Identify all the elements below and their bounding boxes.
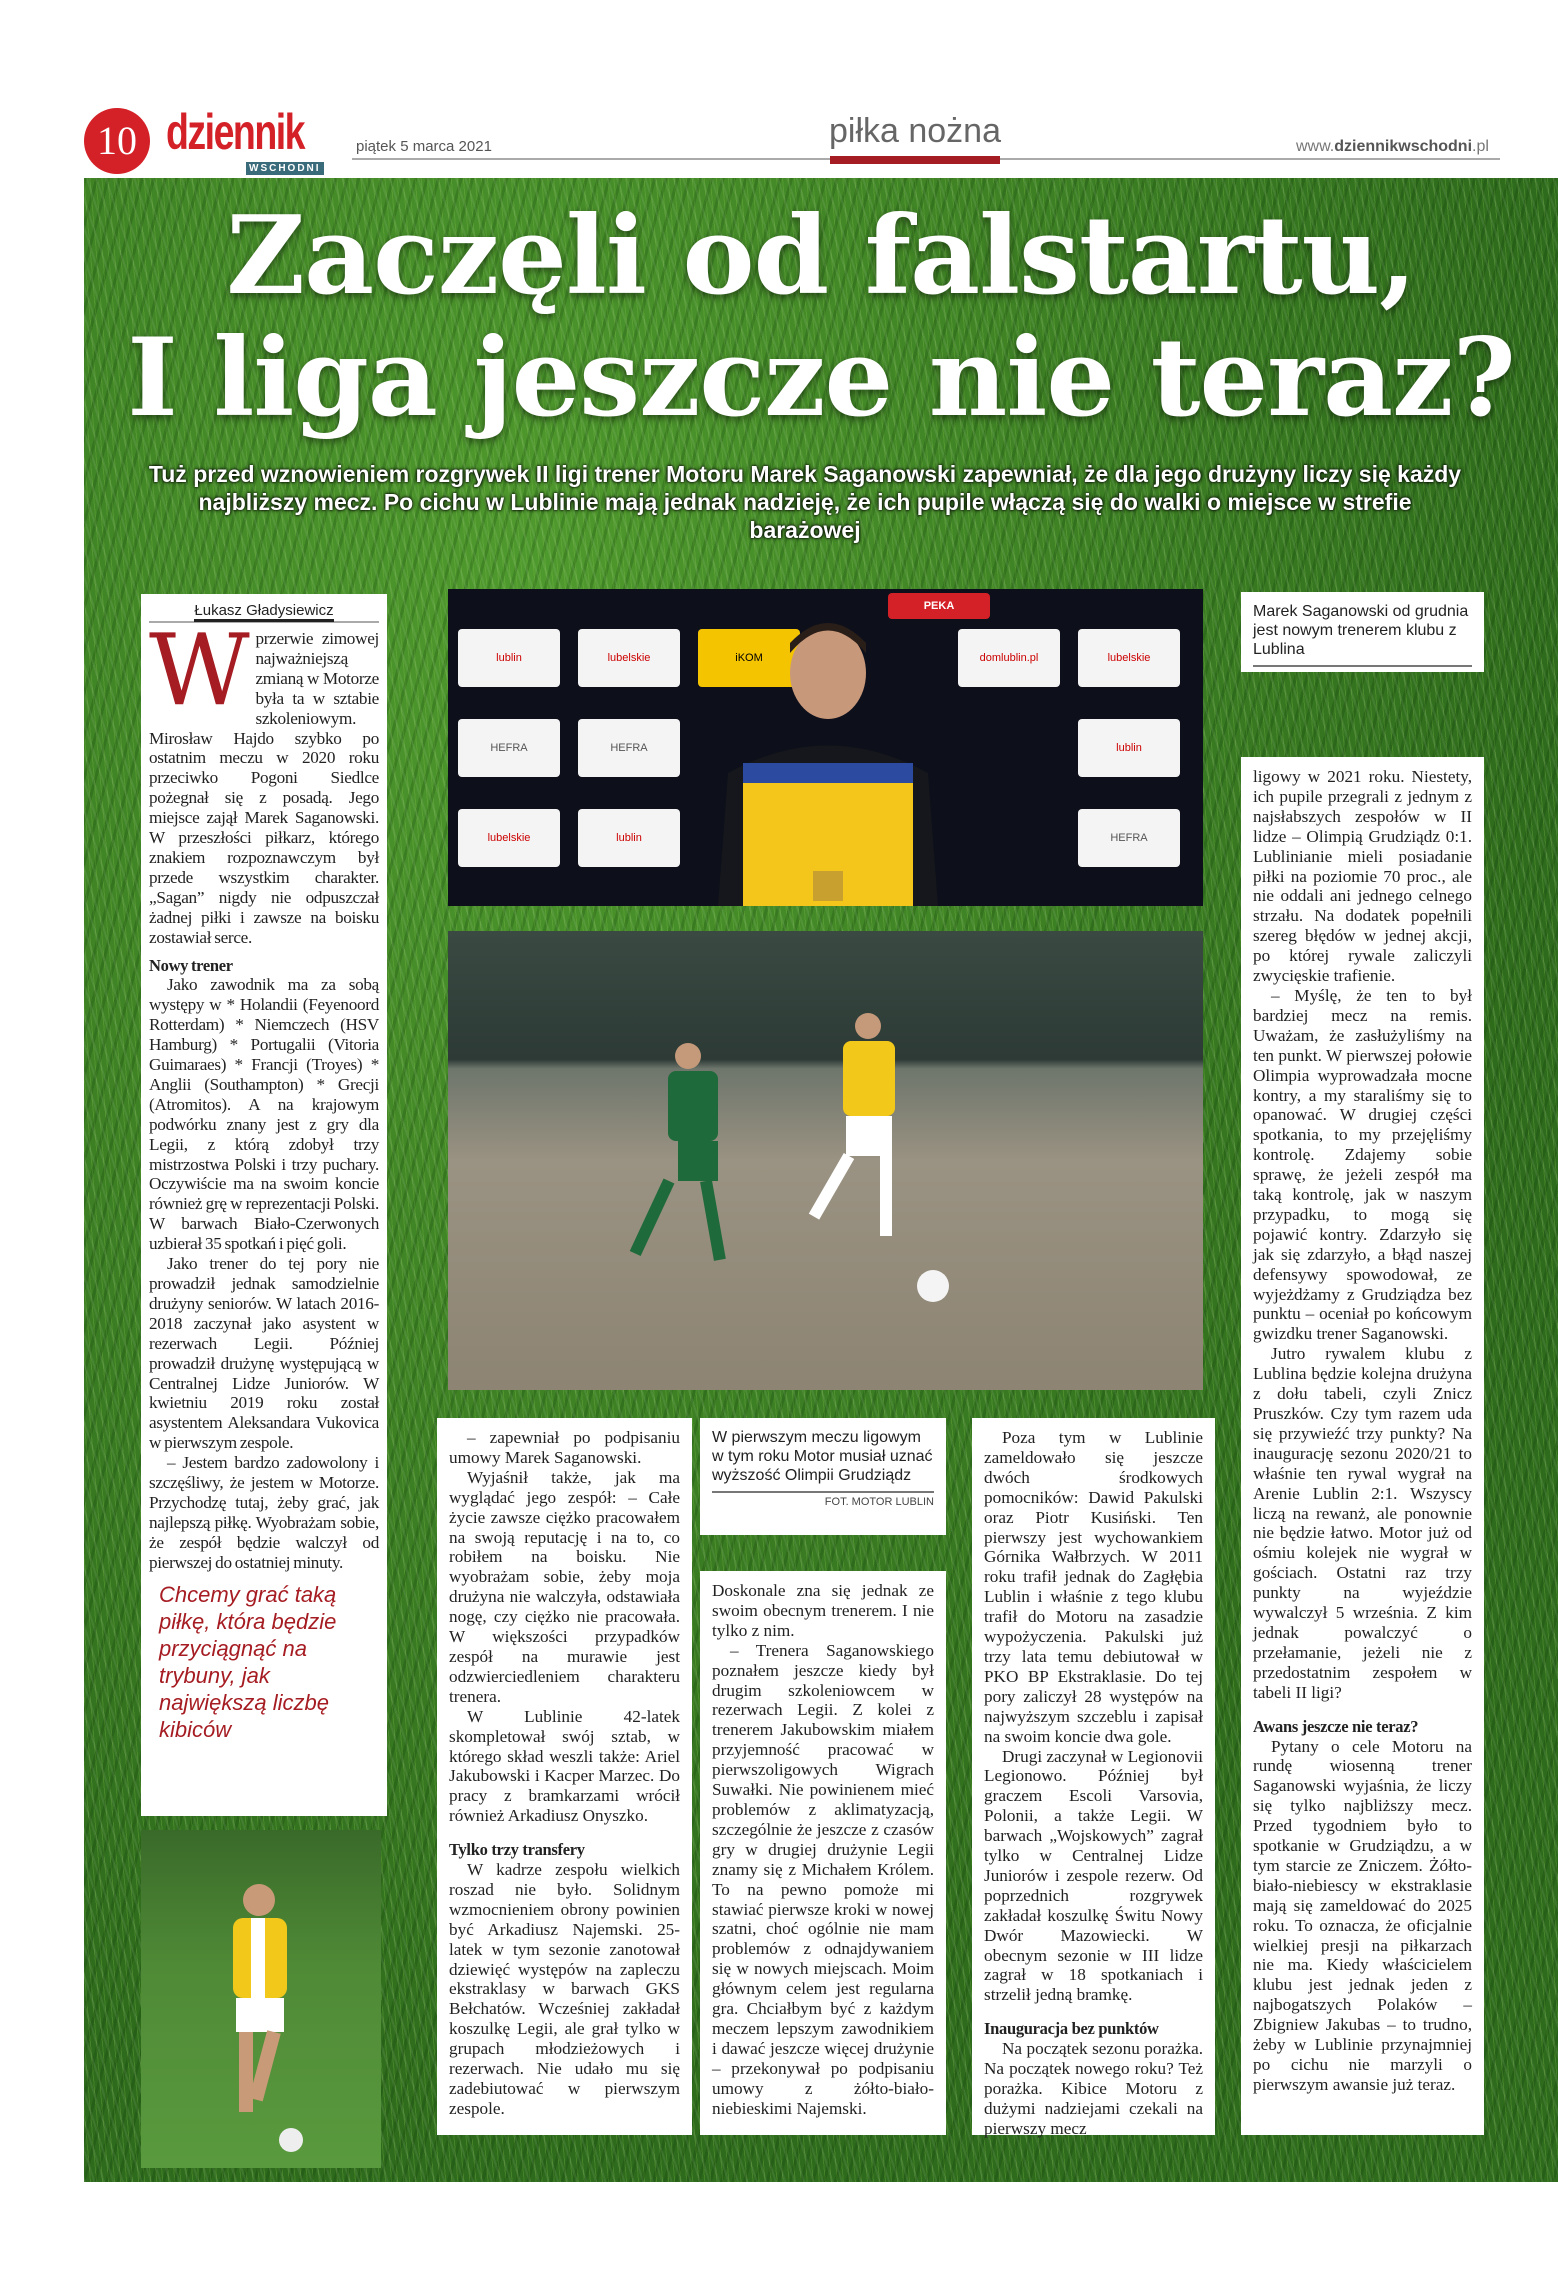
match-caption-box (700, 1418, 946, 1535)
paragraph: ligowy w 2021 roku. Niestety, ich pupile przegrali z jednym z najsłabszych zespołów w II lidze – Olimpią Grudziądz 0:1. Lublinianie mieli posiadanie piłki na poziomie 70 proc., ale nie oddali ani jednego celnego strzału. Na dodatek popełnili szereg błędów w jednej akcji, po której rywale zaliczyli zwycięskie trafienie. (1253, 767, 1472, 986)
match-illustration (448, 931, 1203, 1390)
logo-subtitle: WSCHODNI (246, 162, 324, 175)
sponsor-logo: HEFRA (458, 719, 560, 777)
section-title: piłka nożna (828, 112, 1001, 150)
paragraph: Drugi zaczynał w Legionovii Legionowo. Później był graczem Escoli Varsovia, Polonii, a także Legii. W barwach „Wojskowych” zagrał tylko w Centralnej Lidze Juniorów i zespole rezerw. Od poprzednich rozgrywek zakładał koszulkę Świtu Nowy Dwór Mazowiecki. W obecnym sezonie w III lidze zagrał w 18 spotkaniach i strzelił jedną bramkę. (984, 1746, 1203, 2005)
match-photo (448, 931, 1203, 1390)
paragraph: – Jestem bardzo zadowolony i szczęśliwy, że jestem w Motorze. Przychodzę tutaj, żeby grać, jak najlepszą piłkę. Wyobrażam sobie, że zespół będzie walczył od pierwszej do ostatniej minuty. (149, 1453, 379, 1572)
photo-credit: FOT. MOTOR LUBLIN (824, 1496, 934, 1508)
subheading: Inauguracja bez punktów (984, 2019, 1159, 2039)
column-2 (437, 1418, 692, 2135)
paragraph: – Trenera Saganowskiego poznałem jeszcze kiedy był drugim szkoleniowcem w rezerwach Legii. Z kolei z trenerem Jakubowskim miałem przyjemność pracować w pierwszoligowych Wigrach Suwałki. Nie powinienem mieć problemów z aklimatyzacją, szczególnie że jeszcze z czasów gry w drugiej drużynie Legii znamy się z Michałem Królem. To na pewno pomoże mi stawiać pierwsze kroki w nowej szatni, choć ogólnie nie mam problemów z odnajdywaniem się w nowych miejscach. Moim głównym celem jest regularna gra. Chciałbym być z każdym meczem lepszym zawodnikiem i dawać jeszcze więcej drużynie – przekonywał po podpisaniu umowy z żółto-biało-niebieskimi Najemski. (712, 1640, 934, 2118)
paragraph: W kadrze zespołu wielkich roszad nie było. Solidnym wzmocnieniem obrony powinien być Arkadiusz Najemski. 25-latek w tym sezonie zanotował dziewięć występów na zapleczu ekstraklasy w barwach GKS Bełchatów. Wcześniej zakładał koszulkę Legii, ale grał tylko w grupach młodzieżowych i rezerwach. Nie udało mu się zadebiutować w pierwszym zespole. (449, 1860, 680, 2118)
paragraph: Jutro rywalem klubu z Lublina będzie kolejna drużyna z dołu tabeli, czyli Znicz Pruszków. Czy tym razem uda się przywieźć trzy punkty? Na inaugurację sezonu 2020/21 to właśnie ten rywal wygrał na Arenie Lublin 2:1. Wszyscy liczą na rewanż, ale ponownie nie będzie łatwo. Motor już od ośmiu kolejek nie wygrał w gościach. Ostatni raz trzy punkty na wyjeździe wywalczył 5 września. Z kim jednak powalczyć o przełamanie, jeżeli nie z przedostatnim zespołem w tabeli II ligi? (1253, 1344, 1472, 1702)
page-header (0, 0, 1558, 178)
sponsor-logo: HEFRA (578, 719, 680, 777)
column-3 (700, 1571, 946, 2135)
article-lead: Tuż przed wznowieniem rozgrywek II ligi trener Motoru Marek Saganowski zapewniał, że dla jego drużyny liczy się każdy najbliższy mecz. Po cichu w Lublinie mają jednak nadzieję, że ich pupile włączą się do walki o miejsce w strefie barażowej (148, 461, 1462, 543)
sponsor-logo: lubelskie (578, 629, 680, 687)
sponsor-logo: lublin (1078, 719, 1180, 777)
paragraph: przerwie zimowej najważniejszą zmianą w Motorze była ta w sztabie szkoleniowym. Mirosław Hajdo szybko po ostatnim meczu w 2020 roku przeciwko Pogoni Siedlce pożegnał się z posadą. Jego miejsce zajął Marek Saganowski. W przeszłości piłkarz, którego znakiem rozpoznawczym był przede wszystkim charakter. „Sagan” nigdy nie odpuszczał żadnej piłki i zawsze na boisku zostawiał serce. (149, 629, 379, 947)
drop-cap: W (149, 614, 250, 728)
paragraph: Na początek sezonu porażka. Na początek nowego roku? Też porażka. Kibice Motoru z dużymi nadziejami czekali na pierwszy mecz (984, 2039, 1203, 2138)
pull-quote: Chcemy grać taką piłkę, która będzie przyciągnąć na trybuny, jak największą liczbę kibiców (159, 1581, 337, 1742)
url-main: dziennikwschodni (1334, 138, 1473, 155)
sponsor-logo: HEFRA (1078, 809, 1180, 867)
paragraph: Jako trener do tej pory nie prowadził jednak samodzielnie drużyny seniorów. W latach 2016-2018 zaczynał jako asystent w rezerwach Legii. Później prowadził drużynę występującą w Centralnej Lidze Juniorów. W kwietniu 2019 roku został asystentem Aleksandara Vukovica w pierwszym zespole. (149, 1254, 379, 1453)
column-1 (141, 594, 387, 1816)
sponsor-logo: iKOM (698, 629, 800, 687)
coach-photo (448, 589, 1203, 906)
url-prefix: www. (1296, 138, 1335, 155)
subheading: Nowy trener (149, 955, 233, 975)
issue-date: piątek 5 marca 2021 (356, 138, 492, 155)
sponsor-logo: lubelskie (1078, 629, 1180, 687)
section-bar (830, 156, 1000, 164)
column-4 (972, 1418, 1215, 2138)
coach-illustration (698, 623, 958, 906)
sponsor-logo: lubelskie (458, 809, 560, 867)
newspaper-logo[interactable] (166, 104, 346, 176)
headline-line-2: I liga jeszcze nie teraz? (127, 315, 1515, 441)
sponsor-logo: lublin (458, 629, 560, 687)
logo-text: dziennik (166, 104, 305, 160)
url-suffix: .pl (1472, 138, 1489, 155)
sponsor-logo: domlublin.pl (958, 629, 1060, 687)
author-name: Łukasz Gładysiewicz (194, 602, 333, 622)
player-photo (141, 1830, 381, 2168)
paragraph: – zapewniał po podpisaniu umowy Marek Saganowski. (449, 1428, 680, 1467)
photo-caption: W pierwszym meczu ligowym w tym roku Motor musiał uznać wyższość Olimpii Grudziądz (712, 1428, 934, 1493)
paragraph: Jako zawodnik ma za sobą występy w * Holandii (Feyenoord Rotterdam) * Niemczech (HSV Hamburg) * Portugalii (Vitoria Guimaraes) * Francji (Troyes) * Anglii (Southampton) * Grecji (Atromitos). A na krajowym podwórku znany jest z gry dla Legii, z którą zdobył trzy mistrzostwa Polski i trzy puchary. Oczywiście ma na swoim koncie również grę w reprezentacji Polski. W barwach Biało-Czerwonych uzbierał 35 spotkań i pięć goli. (149, 975, 379, 1254)
subheading: Awans jeszcze nie teraz? (1253, 1716, 1419, 1736)
paragraph: – Myślę, że ten to był bardziej mecz na remis. Uważam, że zasłużyliśmy na ten punkt. W pierwszej połowie Olimpia wyprowadzała mocne kontry, a my staraliśmy się to opanować. W drugiej części spotkania, to my przejęliśmy kontrolę. Zdajemy sobie sprawę, że jeżeli zespół ma taką kontrolę, jak w naszym przypadku, to mogą się pojawić kontry. Zdarzyło się jak się zdarzyło, a błąd naszej defensywy spowodował, ze wyjeżdżamy z Grudziądza bez punktu – oceniał po końcowym gwizdku trener Saganowski. (1253, 985, 1472, 1344)
website-link[interactable] (1296, 138, 1489, 156)
paragraph: Wyjaśnił także, jak ma wyglądać jego zespół: – Całe życie zawsze ciężko pracowałem na swoją reputację i na to, co robiłem na boisku. Nie wyobrażam sobie, żeby moja drużyna nie walczyła, odstawiała nogę, czy ciężko nie pracowała. W większości przypadków zespół na murawie jest odzwierciedleniem charakteru trenera. (449, 1467, 680, 1706)
sponsor-logo: lublin (578, 809, 680, 867)
coach-caption-box (1241, 592, 1484, 672)
paragraph: Poza tym w Lublinie zameldowało się jeszcze dwóch środkowych pomocników: Dawid Pakulski oraz Piotr Kusiński. Ten pierwszy jest wychowankiem Górnika Wałbrzych. W 2011 roku trafił jednak do Zagłębia Lublin i właśnie z tego klubu trafił do Motoru na zasadzie wypożyczenia. Pakulski już trzy lata temu debiutował w PKO BP Ekstraklasie. Do tej pory zaliczył 28 występów na najwyższym szczeblu i zapisał na swoim koncie dwa gole. (984, 1428, 1203, 1746)
photo-caption: Marek Saganowski od grudnia jest nowym trenerem klubu z Lublina (1253, 602, 1472, 667)
column-5 (1241, 757, 1484, 2135)
paragraph: W Lublinie 42-latek skompletował swój sztab, w którego skład weszli także: Ariel Jakubowski i Kacper Marzec. Do pracy z bramkarzami wrócił również Arkadiusz Onyszko. (449, 1706, 680, 1826)
paragraph: Pytany o cele Motoru na rundę wiosenną trener Saganowski wyjaśnia, że liczy się tylko najbliższy mecz. Przed tygodniem było to spotkanie w Grudziądzu, a w tym starcie ze Zniczem. Żółto-biało-niebiescy w ekstraklasie mają się zameldować do 2025 roku. To oznacza, że oficjalnie wielkiej presji na piłkarzach nie ma. Kiedy właścicielem klubu jest jednak jeden z najbogatszych Polaków – Zbigniew Jakubas – to trudno, żeby w Lublinie przynajmniej po cichu nie marzyli o pierwszym awansie już teraz. (1253, 1736, 1472, 2094)
player-illustration (141, 1830, 381, 2168)
paragraph: Doskonale zna się jednak ze swoim obecnym trenerem. I nie tylko z nim. (712, 1581, 934, 1640)
subheading: Tylko trzy transfery (449, 1840, 585, 1860)
sponsor-logo: PEKA (888, 593, 990, 619)
page-number: 10 (84, 108, 150, 174)
headline-line-1: Zaczęli od falstartu, (226, 193, 1416, 319)
